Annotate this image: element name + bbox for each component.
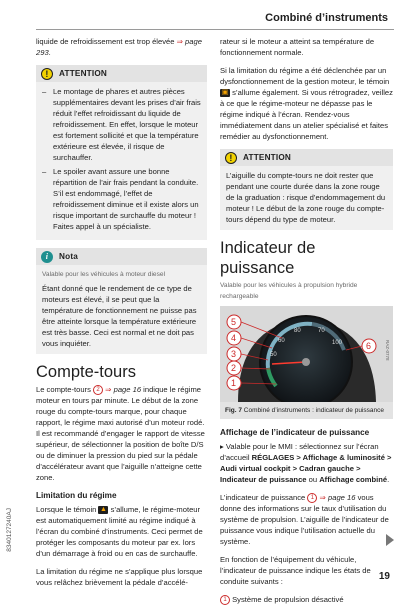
- indicateur-subtitle: Valable pour les véhicules à propulsion hybride rechargeable: [220, 282, 358, 300]
- nota-box: [36, 248, 207, 354]
- figure-caption: Fig. 7 Combiné d’instruments : indicateur de puissance: [220, 402, 393, 419]
- subheading-affichage: Affichage de l’indicateur de puissance: [220, 428, 370, 437]
- nota-body: [36, 265, 207, 354]
- gauge-label: 80: [294, 328, 301, 334]
- nota-subtitle: Valable pour les véhicules à moteur diesel: [42, 271, 166, 278]
- right-column: [220, 36, 393, 612]
- callout-3: 3: [231, 349, 237, 359]
- attention-title: ATTENTION: [243, 153, 292, 162]
- page-number: 19: [378, 571, 390, 582]
- affichage-instruction: ▸ Valable pour le MMI : sélectionnez sur l’écran d’accueil RÉGLAGES > Affichage & luminosité > Audi virtual cockpit > Cadran gauche > Indicateur de puissance ou Affichage combiné.: [220, 442, 392, 484]
- list-item: – Le montage de phares et autres pièces supplémentaires devant les prises d’air frais réduit l’effet refroidissant du liquide de refroidissement. En effet, lorsque le moteur est fortement sollicité et que la température extérieure est élevée, il risque de surchauffer.: [42, 87, 201, 162]
- page-tab-marker: [386, 534, 394, 546]
- attention-title: ATTENTION: [59, 69, 108, 78]
- attention-body: [36, 82, 207, 240]
- figure-power-indicator: [220, 306, 393, 402]
- info-icon: i: [41, 251, 53, 263]
- attention-box-1: [36, 65, 207, 240]
- list-item: 1 Système de propulsion désactivé: [220, 594, 393, 605]
- limitation-paragraph-1: Lorsque le témoin ▲ s’allume, le régime-moteur est automatiquement limité au régime indiqué à l’écran du combiné d’instruments. Ceci permet de protéger les composants du moteur par ex. lors d’un démarrage à froid ou en cas de surchauffe.: [36, 505, 203, 558]
- header-divider: [36, 29, 394, 30]
- gauge-label: 50: [270, 352, 277, 358]
- gauge-label: 60: [278, 338, 285, 344]
- left-column: [36, 36, 207, 595]
- warning-icon: !: [41, 68, 53, 80]
- figure-code: RAZ-0778: [385, 340, 390, 361]
- nota-header: [36, 248, 207, 265]
- nota-title: Nota: [59, 252, 78, 261]
- callout-number: 1: [220, 595, 230, 605]
- gauge-label: 100: [332, 340, 343, 346]
- callout-1: 1: [231, 378, 237, 388]
- limitation-paragraph-2: La limitation du régime ne s’applique plus lorsque vous relâchez brièvement la pédale d’accélé-: [36, 567, 203, 587]
- document-code: 8340127240AJ: [6, 508, 13, 552]
- callout-number: 1: [307, 493, 317, 503]
- conduite-paragraph: En fonction de l’équipement du véhicule, l’indicateur de puissance indique les états de conduite suivants :: [220, 555, 371, 586]
- callout-number: 2: [93, 385, 103, 395]
- section-heading-indicateur: Indicateur de puissance: [220, 239, 316, 277]
- callout-4: 4: [231, 333, 237, 343]
- indicateur-paragraph: L’indicateur de puissance 1 ⇒ page 16 vous donne des informations sur le taux d’utilisation du système de propulsion. L’aiguille de l’indicateur de puissance vous indique l’utilisation actuelle du système.: [220, 493, 389, 546]
- rpm-limit-warning-icon: ▲: [100, 506, 107, 513]
- warning-icon: !: [225, 152, 237, 164]
- engine-warning-icon: ▣: [221, 89, 229, 96]
- gauge-label: 70: [318, 328, 325, 334]
- callout-6: 6: [366, 341, 372, 351]
- right-intro-2: Si la limitation du régime a été déclenchée par un dysfonctionnement de la gestion moteur, le témoin ▣ s’allume également. Si vous rétrogradez, veillez à ce que le régime-moteur ne dépasse pas le régime indiqué à l’écran. Rendez-vous immédiatement dans un atelier spécialisé et faites remédier au dysfonctionnement.: [220, 66, 393, 141]
- subheading-limitation: Limitation du régime: [36, 491, 117, 500]
- attention-body: L’aiguille du compte-tours ne doit rester que pendant une courte durée dans la zone rouge de la graduation : risque d’endommagement du moteur ! Le début de la zone rouge du compte-tours dépend du type de moteur.: [220, 166, 393, 230]
- left-intro: liquide de refroidissement est trop élevée ⇒ page 293.: [36, 37, 202, 57]
- attention-header: [36, 65, 207, 82]
- page-header-title: Combiné d’instruments: [265, 12, 388, 24]
- callout-2: 2: [231, 363, 237, 373]
- attention-box-2: [220, 149, 393, 230]
- nota-text: Étant donné que le rendement de ce type de moteurs est élevé, il se peut que la température de fonctionnement ne puisse pas être atteinte lorsque la température extérieure est très basse. Ceci est normal et ne doit pas vous inquiéter.: [42, 284, 197, 348]
- power-indicator-illustration: [220, 306, 393, 402]
- list-item: – Le spoiler avant assure une bonne répartition de l’air frais pendant la conduite. S’il est endommagé, l’effet de refroidissement diminue et il existe alors un risque important de surchauffe du moteur ! Faites appel à un spécialiste.: [42, 167, 199, 231]
- right-intro-1: rateur si le moteur a atteint sa température de fonctionnement normale.: [220, 37, 375, 57]
- attention-header: [220, 149, 393, 166]
- callout-5: 5: [231, 317, 237, 327]
- section-heading-compte-tours: Compte-tours: [36, 363, 136, 381]
- compte-tours-paragraph: Le compte-tours 2 ⇒ page 16 indique le régime moteur en tours par minute. Le début de la zone rouge du compte-tours marque, pour chaque rapport, le régime maxi autorisé d’un moteur rodé. Il est recommandé d’engager le rapport de vitesse supérieur, de sélectionner la position de boîte D/S ou de diminuer la pression du pied sur la pédale d’accélérateur avant que l’aiguille n’atteigne cette zone.: [36, 385, 205, 482]
